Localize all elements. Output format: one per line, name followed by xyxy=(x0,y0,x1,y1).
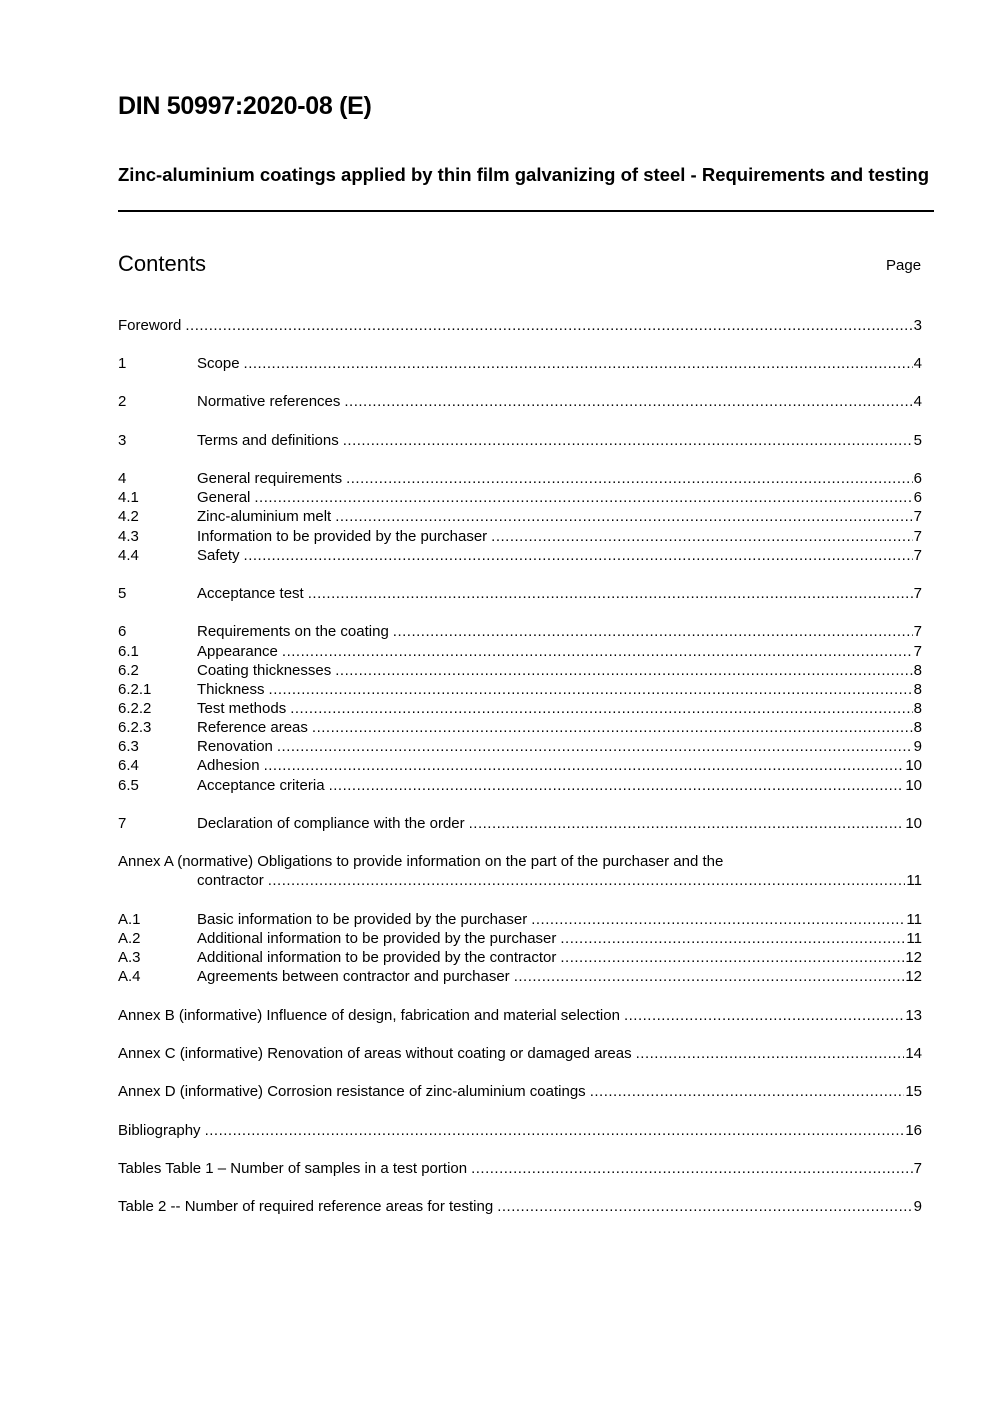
toc-entry-page: 10 xyxy=(905,815,922,832)
toc-leader xyxy=(335,507,912,526)
toc-entry-number: 6.5 xyxy=(118,777,139,794)
toc-entry-number: 6 xyxy=(118,623,127,640)
toc-entry-number: A.2 xyxy=(118,930,141,947)
toc-entry-page: 6 xyxy=(913,470,922,487)
toc-leader xyxy=(491,527,912,546)
toc-entry-5[interactable] xyxy=(118,584,922,603)
toc-leader xyxy=(244,546,913,565)
toc-entry-3[interactable] xyxy=(118,431,922,450)
toc-entry-title: Test methods xyxy=(197,700,287,717)
toc-entry-a-1[interactable] xyxy=(118,910,922,929)
toc-leader xyxy=(268,871,906,890)
toc-entry-title: Appearance xyxy=(197,643,278,660)
toc-entry-annex-c[interactable] xyxy=(118,1044,922,1063)
toc-entry-title: Additional information to be provided by the purchaser xyxy=(197,930,557,947)
toc-entry-page: 7 xyxy=(913,1160,922,1177)
toc-entry-title: Declaration of compliance with the order xyxy=(197,815,465,832)
toc-leader xyxy=(269,680,913,699)
title-divider xyxy=(118,210,934,212)
toc-entry-title: Acceptance test xyxy=(197,585,304,602)
toc-leader xyxy=(205,1121,905,1140)
toc-entry-title: Scope xyxy=(197,355,240,372)
toc-entry-number: 6.2 xyxy=(118,662,139,679)
toc-leader xyxy=(344,392,912,411)
toc-leader xyxy=(560,948,904,967)
toc-entry-number: 4.2 xyxy=(118,508,139,525)
toc-entry-page: 12 xyxy=(905,968,922,985)
toc-entry-title: Coating thicknesses xyxy=(197,662,332,679)
toc-entry-number: 7 xyxy=(118,815,127,832)
toc-entry-page: 4 xyxy=(913,393,922,410)
page-column-label: Page xyxy=(886,257,922,274)
toc-entry-number: A.4 xyxy=(118,968,141,985)
toc-entry-title: Acceptance criteria xyxy=(197,777,325,794)
toc-entry-page: 14 xyxy=(905,1045,922,1062)
toc-entry-number: 4.1 xyxy=(118,489,139,506)
toc-leader xyxy=(636,1044,905,1063)
toc-leader xyxy=(346,469,913,488)
toc-entry-page: 8 xyxy=(913,700,922,717)
toc-entry-6-2-2[interactable] xyxy=(118,699,922,718)
toc-entry-page: 9 xyxy=(913,738,922,755)
toc-leader xyxy=(560,929,905,948)
toc-entry-title: Annex C (informative) Renovation of areas without coating or damaged areas xyxy=(118,1045,632,1062)
toc-entry-4-3[interactable] xyxy=(118,527,922,546)
toc-entry-page: 7 xyxy=(913,585,922,602)
toc-entry-a-4[interactable] xyxy=(118,967,922,986)
toc-leader xyxy=(514,967,905,986)
toc-leader xyxy=(254,488,912,507)
document-title: Zinc-aluminium coatings applied by thin film galvanizing of steel - Requirements and testing xyxy=(118,164,930,185)
toc-entry-a-3[interactable] xyxy=(118,948,922,967)
toc-entry-title: Requirements on the coating xyxy=(197,623,389,640)
toc-entry-title: Zinc-aluminium melt xyxy=(197,508,332,525)
toc-entry-title: Annex D (informative) Corrosion resistance of zinc-aluminium coatings xyxy=(118,1083,586,1100)
toc-leader xyxy=(471,1159,913,1178)
toc-entry-table-1[interactable] xyxy=(118,1159,922,1178)
toc-entry-page: 7 xyxy=(913,623,922,640)
toc-entry-number: 4.3 xyxy=(118,528,139,545)
toc-leader xyxy=(335,661,912,680)
toc-entry-1[interactable] xyxy=(118,354,922,373)
toc-entry-bibliography[interactable] xyxy=(118,1121,922,1140)
toc-entry-title: Table 2 -- Number of required reference areas for testing xyxy=(118,1198,494,1215)
toc-entry-page: 7 xyxy=(913,643,922,660)
toc-entry-table-2[interactable] xyxy=(118,1197,922,1216)
toc-leader xyxy=(282,642,913,661)
toc-leader xyxy=(312,718,913,737)
toc-entry-page: 5 xyxy=(913,432,922,449)
toc-leader xyxy=(185,316,912,335)
toc-entry-number: 1 xyxy=(118,355,127,372)
toc-entry-page: 8 xyxy=(913,719,922,736)
toc-leader xyxy=(531,910,905,929)
toc-entry-page: 7 xyxy=(913,508,922,525)
toc-entry-title: Adhesion xyxy=(197,757,260,774)
toc-entry-page: 12 xyxy=(905,949,922,966)
toc-entry-title: Tables Table 1 – Number of samples in a test portion xyxy=(118,1160,468,1177)
toc-entry-title: General requirements xyxy=(197,470,343,487)
toc-entry-title: Normative references xyxy=(197,393,341,410)
toc-entry-4[interactable] xyxy=(118,469,922,488)
toc-entry-page: 7 xyxy=(913,528,922,545)
toc-entry-number: 6.3 xyxy=(118,738,139,755)
toc-entry-title: Additional information to be provided by the contractor xyxy=(197,949,557,966)
toc-entry-annex-d[interactable] xyxy=(118,1082,922,1101)
toc-entry-page: 9 xyxy=(913,1198,922,1215)
toc-entry-6-5[interactable] xyxy=(118,776,922,795)
toc-entry-number: 6.1 xyxy=(118,643,139,660)
toc-entry-page: 16 xyxy=(905,1122,922,1139)
toc-entry-4-1[interactable] xyxy=(118,488,922,507)
toc-entry-page: 10 xyxy=(905,757,922,774)
toc-entry-title: Thickness xyxy=(197,681,265,698)
toc-entry-title: Basic information to be provided by the purchaser xyxy=(197,911,528,928)
toc-entry-2[interactable] xyxy=(118,392,922,411)
toc-entry-title: Reference areas xyxy=(197,719,308,736)
contents-heading: Contents xyxy=(118,251,207,276)
toc-entry-number: 3 xyxy=(118,432,127,449)
toc-leader xyxy=(290,699,912,718)
toc-leader xyxy=(393,622,913,641)
toc-entry-number: 6.2.3 xyxy=(118,719,152,736)
toc-entry-title: Foreword xyxy=(118,317,182,334)
toc-entry-title: Safety xyxy=(197,547,240,564)
toc-entry-title: Renovation xyxy=(197,738,273,755)
toc-entry-6-4[interactable] xyxy=(118,756,922,775)
toc-entry-number: 4 xyxy=(118,470,127,487)
toc-entry-number: A.3 xyxy=(118,949,141,966)
toc-entry-page: 8 xyxy=(913,662,922,679)
toc-leader xyxy=(469,814,905,833)
toc-entry-page: 11 xyxy=(906,872,922,889)
toc-entry-page: 10 xyxy=(905,777,922,794)
toc-entry-title: Terms and definitions xyxy=(197,432,339,449)
toc-entry-title: Bibliography xyxy=(118,1122,201,1139)
toc-entry-number: 6.2.1 xyxy=(118,681,152,698)
toc-entry-number: 4.4 xyxy=(118,547,139,564)
toc-entry-number: A.1 xyxy=(118,911,141,928)
toc-entry-annex-b[interactable] xyxy=(118,1006,922,1025)
toc-leader xyxy=(329,776,905,795)
toc-entry-annex-a[interactable] xyxy=(118,871,922,890)
toc-entry-title: Annex B (informative) Influence of design, fabrication and material selection xyxy=(118,1007,620,1024)
toc-entry-page: 4 xyxy=(913,355,922,372)
toc-entry-6-2-1[interactable] xyxy=(118,680,922,699)
toc-entry-page: 13 xyxy=(905,1007,922,1024)
toc-entry-4-4[interactable] xyxy=(118,546,922,565)
toc-entry-title: Agreements between contractor and purchaser xyxy=(197,968,510,985)
toc-entry-page: 3 xyxy=(913,317,922,334)
toc-entry-6[interactable] xyxy=(118,622,922,641)
toc-entry-page: 11 xyxy=(906,911,922,928)
toc-entry-page: 7 xyxy=(913,547,922,564)
toc-entry-title: contractor xyxy=(197,872,264,889)
toc-entry-6-1[interactable] xyxy=(118,642,922,661)
toc-entry-foreword[interactable] xyxy=(118,316,922,335)
toc-entry-title: General xyxy=(197,489,251,506)
toc-entry-a-2[interactable] xyxy=(118,929,922,948)
toc-leader xyxy=(497,1197,912,1216)
toc-entry-number: 2 xyxy=(118,393,127,410)
toc-leader xyxy=(624,1006,904,1025)
toc-entry-6-3[interactable] xyxy=(118,737,922,756)
toc-entry-4-2[interactable] xyxy=(118,507,922,526)
toc-entry-page: 8 xyxy=(913,681,922,698)
toc-leader xyxy=(264,756,905,775)
toc-entry-annex-a-line1[interactable]: Annex A (normative) Obligations to provide information on the part of the purchaser and the xyxy=(118,853,724,870)
toc-entry-7[interactable] xyxy=(118,814,922,833)
toc-leader xyxy=(244,354,913,373)
toc-entry-6-2[interactable] xyxy=(118,661,922,680)
toc-entry-title: Information to be provided by the purchaser xyxy=(197,528,488,545)
toc-leader xyxy=(277,737,913,756)
toc-leader xyxy=(343,431,913,450)
toc-leader xyxy=(308,584,913,603)
toc-leader xyxy=(590,1082,905,1101)
document-id: DIN 50997:2020-08 (E) xyxy=(118,92,372,120)
toc-entry-page: 15 xyxy=(905,1083,922,1100)
toc-entry-number: 6.2.2 xyxy=(118,700,152,717)
toc-entry-6-2-3[interactable] xyxy=(118,718,922,737)
toc-entry-page: 6 xyxy=(913,489,922,506)
toc-entry-number: 6.4 xyxy=(118,757,139,774)
toc-entry-page: 11 xyxy=(906,930,922,947)
toc-entry-number: 5 xyxy=(118,585,127,602)
